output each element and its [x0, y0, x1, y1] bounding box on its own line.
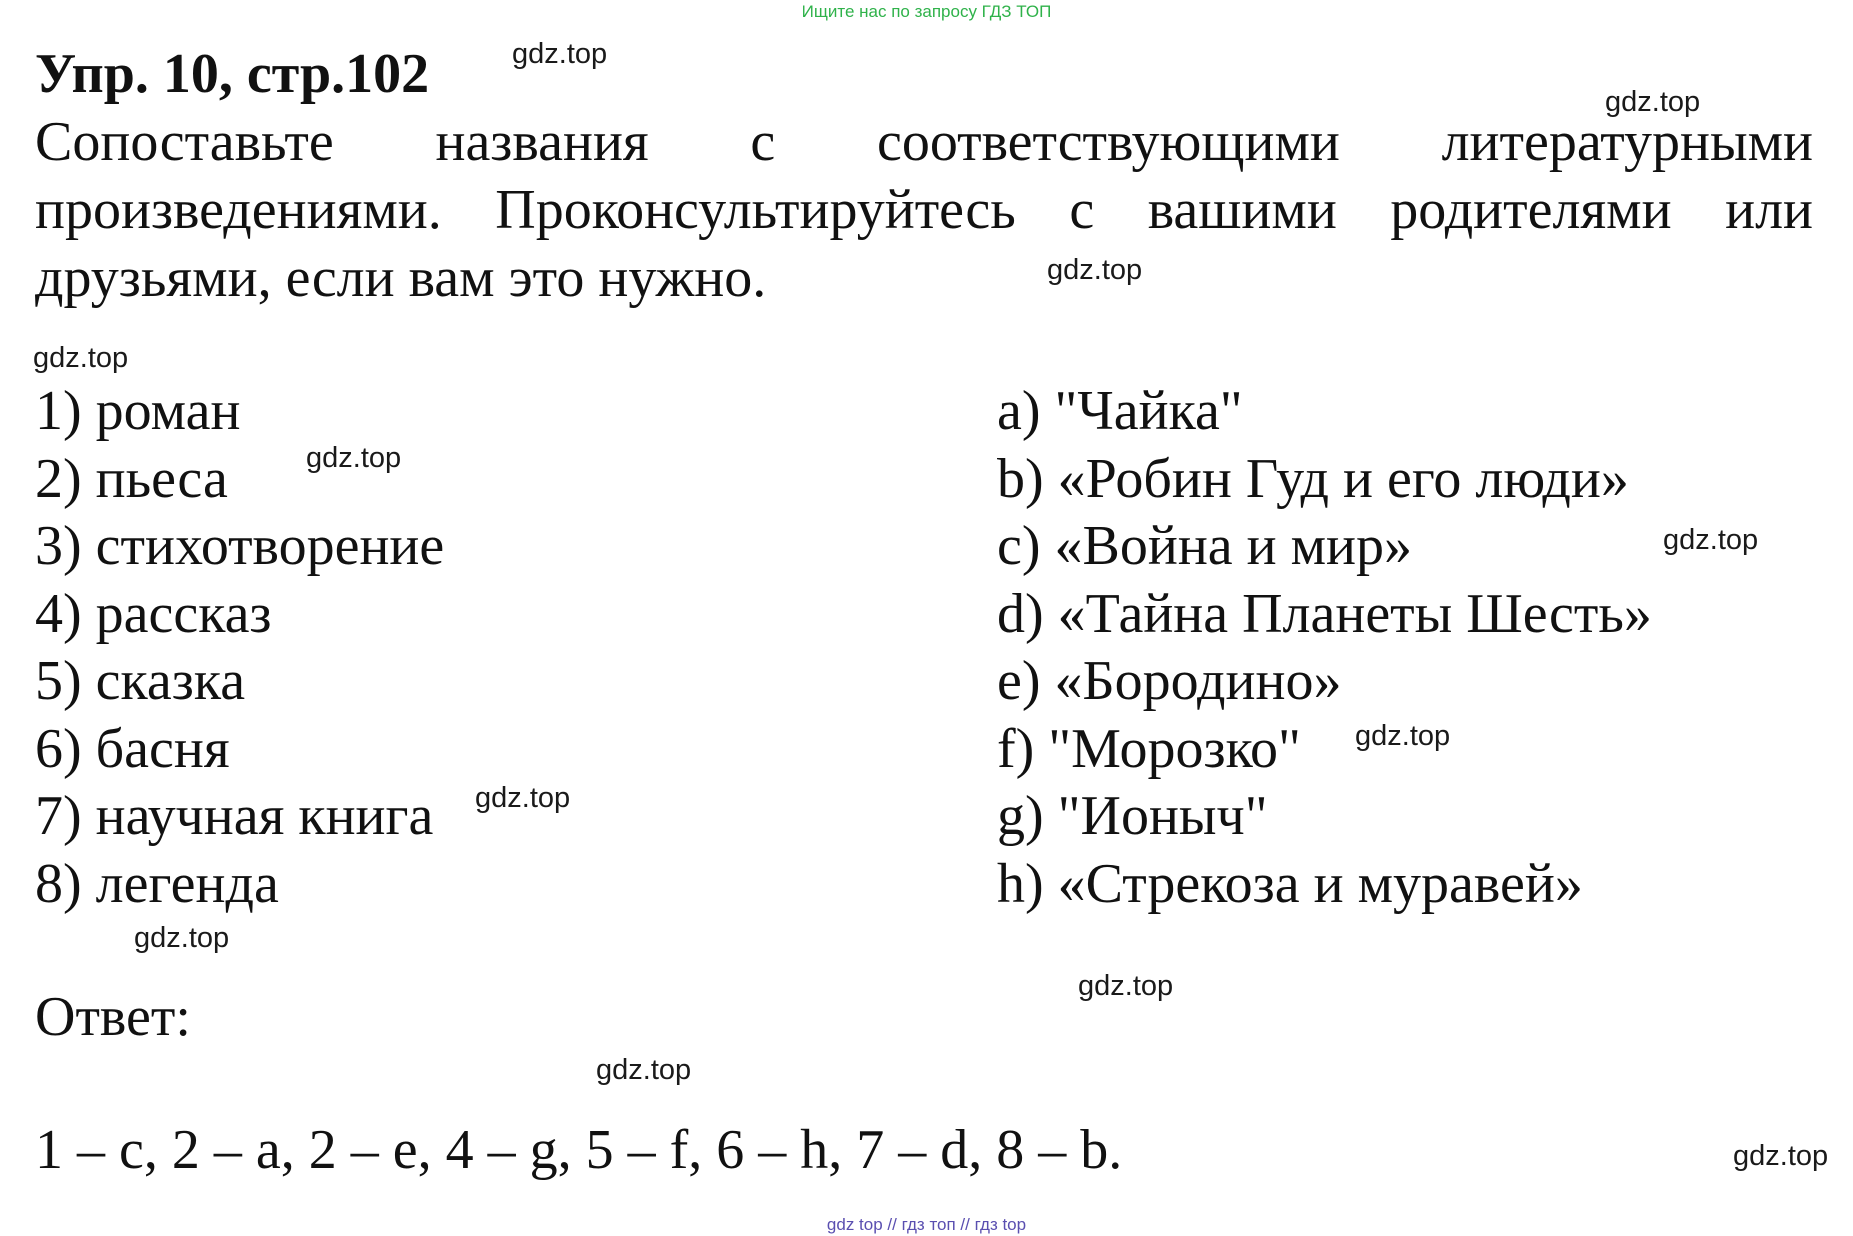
footer-links: gdz top // гдз топ // гдз top — [826, 1215, 1027, 1234]
watermark: gdz.top — [33, 342, 129, 374]
watermark: gdz.top — [306, 442, 402, 474]
work-item: c) «Война и мир» — [997, 515, 1413, 577]
work-item: f) "Морозко" — [997, 717, 1301, 780]
work-item: d) «Тайна Планеты Шесть» — [997, 582, 1652, 645]
genre-item: 8) легенда — [35, 852, 279, 915]
genre-item: 5) сказка — [35, 650, 246, 712]
top-banner: Ищите нас по запросу ГДЗ ТОП — [801, 2, 1052, 21]
work-item: h) «Стрекоза и муравей» — [997, 852, 1583, 915]
work-item: b) «Робин Гуд и его люди» — [997, 447, 1629, 510]
genre-item: 2) пьеса — [35, 447, 228, 510]
genre-item: 4) рассказ — [35, 582, 272, 645]
answer-label: Ответ: — [35, 986, 191, 1048]
watermark: gdz.top — [1663, 524, 1759, 556]
watermark: gdz.top — [512, 38, 608, 70]
work-item: e) «Бородино» — [997, 650, 1342, 712]
watermark: gdz.top — [475, 782, 571, 814]
task-text: Сопоставьте названия с соответствующими литературными произведениями. Проконсультируйтесь с вашими родителями или друзьями, если вам это нужно. — [35, 111, 1813, 309]
watermark: gdz.top — [1078, 970, 1174, 1002]
genre-item: 7) научная книга — [35, 785, 434, 847]
answer-text: 1 – c, 2 – a, 2 – e, 4 – g, 5 – f, 6 – h, 7 – d, 8 – b. — [35, 1119, 1123, 1181]
exercise-title: Упр. 10, стр.102 — [35, 43, 430, 105]
watermark: gdz.top — [1733, 1140, 1829, 1172]
works-list — [997, 378, 1652, 918]
watermark: gdz.top — [134, 922, 230, 954]
genre-item: 6) басня — [35, 717, 230, 780]
watermark: gdz.top — [596, 1054, 692, 1086]
watermark: gdz.top — [1355, 720, 1451, 752]
work-item: g) "Ионыч" — [997, 785, 1268, 847]
work-item: a) "Чайка" — [997, 380, 1243, 442]
watermark: gdz.top — [1605, 86, 1701, 118]
genre-item: 3) стихотворение — [35, 515, 445, 577]
watermark: gdz.top — [1047, 254, 1143, 286]
genre-item: 1) роман — [35, 380, 241, 442]
